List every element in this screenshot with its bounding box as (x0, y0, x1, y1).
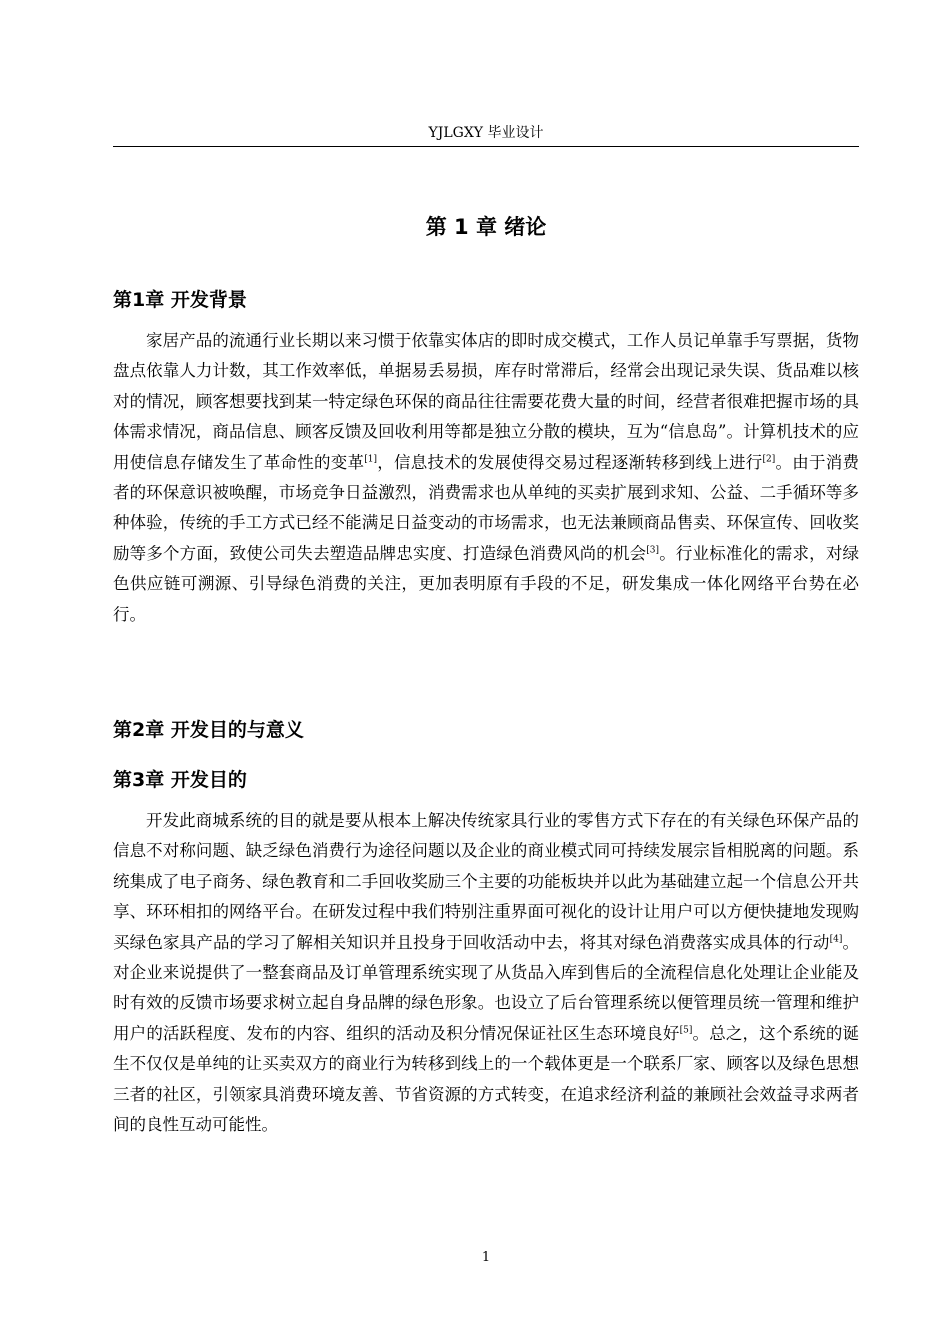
citation-ref: [3] (646, 545, 660, 556)
citation-ref: [1] (364, 454, 377, 465)
paragraph-text: 。对企业来说提供了一整套商品及订单管理系统实现了从货品入库到售后的全流程信息化处理让企业能及时有效的反馈市场要求树立起自身品牌的绿色形象。也设立了后台管理系统以便管理员统一管理和维护用户的活跃程度、发布的内容、组织的活动及积分情况保证社区生态环境良好 (113, 932, 860, 1043)
paragraph-text: ，信息技术的发展使得交易过程逐渐转移到线上进行 (377, 452, 763, 472)
section-heading-purpose-significance: 第2章 开发目的与意义 (113, 719, 304, 741)
citation-ref: [4] (829, 934, 843, 945)
page-header: YJLGXY 毕业设计 (428, 125, 544, 141)
paragraph-purpose (113, 806, 859, 1140)
paragraph-text: 。行业标准化的需求，对绿色供应链可溯源、引导绿色消费的关注，更加表明原有手段的不足，研发集成一体化网络平台势在必行。 (113, 543, 860, 624)
page-number: 1 (481, 1250, 491, 1265)
header-divider (113, 146, 859, 147)
citation-ref: [2] (762, 454, 776, 465)
paragraph-text: 开发此商城系统的目的就是要从根本上解决传统家具行业的零售方式下存在的有关绿色环保产品的信息不对称问题、缺乏绿色消费行为途径问题以及企业的商业模式同可持续发展宗旨相脱离的问题。系统集成了电子商务、绿色教育和二手回收奖励三个主要的功能板块并以此为基础建立起一个信息公开共享、环环相扣的网络平台。在研发过程中我们特别注重界面可视化的设计让用户可以方便快捷地发现购买绿色家具产品的学习了解相关知识并且投身于回收活动中去，将其对绿色消费落实成具体的行动 (113, 811, 859, 952)
chapter-title: 第 1 章 绪论 (425, 215, 547, 239)
section-heading-background: 第1章 开发背景 (113, 289, 247, 311)
paragraph-text: 家居产品的流通行业长期以来习惯于依靠实体店的即时成交模式，工作人员记单靠手写票据，货物盘点依靠人力计数，其工作效率低，单据易丢易损，库存时常滞后，经常会出现记录失误、货品难以核对的情况，顾客想要找到某一特定绿色环保的商品往往需要花费大量的时间，经营者很难把握市场的具体需求情况，商品信息、顾客反馈及回收利用等都是独立分散的模块，互为“信息岛”。计算机技术的应用使信息存储发生了革命性的变革 (113, 331, 859, 472)
paragraph-text: 。由于消费者的环保意识被唤醒，市场竞争日益激烈，消费需求也从单纯的买卖扩展到求知、公益、二手循环等多种体验，传统的手工方式已经不能满足日益变动的市场需求，也无法兼顾商品售卖、环保宣传、回收奖励等多个方面，致使公司失去塑造品牌忠实度、打造绿色消费风尚的机会 (113, 452, 859, 563)
section-heading-purpose: 第3章 开发目的 (113, 769, 247, 791)
paragraph-background (113, 326, 859, 630)
paragraph-text: 。总之，这个系统的诞生不仅仅是单纯的让买卖双方的商业行为转移到线上的一个载体更是一个联系厂家、顾客以及绿色思想三者的社区，引领家具消费环境友善、节省资源的方式转变，在追求经济利益的兼顾社会效益寻求两者间的良性互动可能性。 (113, 1023, 860, 1135)
citation-ref: [5] (679, 1025, 693, 1036)
